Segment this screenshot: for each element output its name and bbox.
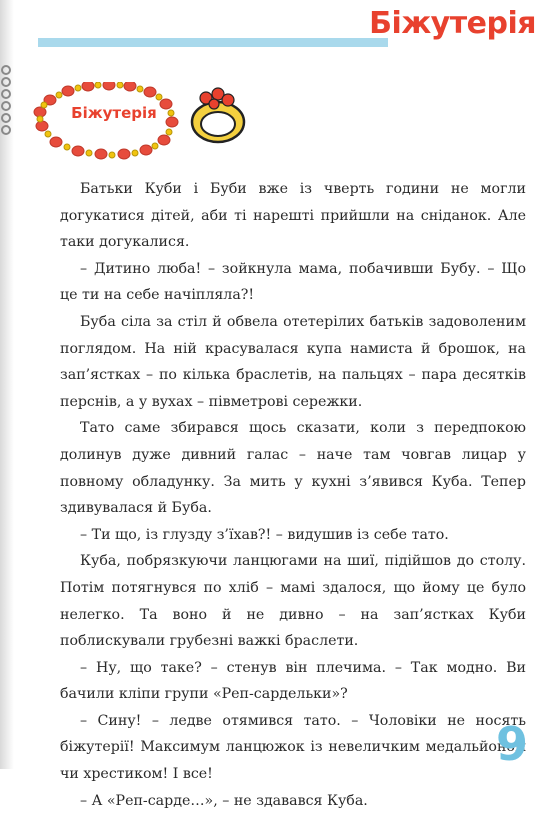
paragraph: – Сину! – ледве отямився тато. – Чоловіки не носять біжутерії! Максимум ланцюжок із невеличким медальйоном чи хрестиком! І все! [60,712,526,783]
paragraph: Куба, побрязкуючи ланцюгами на шиї, підійшов до столу. Потім потягнувся по хліб – мамі здалося, що йому це було нелегко. Та воно й не дивно – на зап’ястках Куби поблискували грубезні важкі браслети. [60,553,526,650]
paragraph: Тато саме збирався щось сказати, коли з передпокою долинув дуже дивний галас – наче там човгав лицар у повному обладунку. За мить у кухні з’явився Куба. Тепер здивувалася й Буба. [60,420,526,517]
chapter-title: Біжутерія [369,6,536,41]
ring-icon [192,88,244,142]
paragraph: Буба сіла за стіл й обвела отетерілих батьків задоволеним поглядом. На ній красувалася купа намиста й брошок, на зап’ястках – по кілька браслетів, на пальцях – пара десятків перснів, а у вухах – півметрові сережки. [60,313,526,410]
page-number: 9 [495,717,528,771]
jewelry-illustration [28,82,268,172]
illustration-label: Біжутерія [71,104,157,122]
story-text [60,176,526,814]
paragraph: – Ти що, із глузду з’їхав?! – видушив із себе тато. [80,526,449,543]
paragraph: Батьки Куби і Буби вже із чверть години не могли догукатися дітей, аби ті нарешті прийшли на сніданок. Але таки догукалися. [60,181,526,251]
binding-rings-icon [0,62,22,142]
paragraph: – Дитино люба! – зойкнула мама, побачивши Бубу. – Що це ти на себе начіпляла?! [60,260,526,304]
paragraph: – А «Реп-сарде…», – не здавався Куба. [80,792,368,809]
paragraph: – Ну, що таке? – стенув він плечима. – Так модно. Ви бачили кліпи групи «Реп-сардельки»? [60,659,526,703]
header-rule [38,38,388,47]
